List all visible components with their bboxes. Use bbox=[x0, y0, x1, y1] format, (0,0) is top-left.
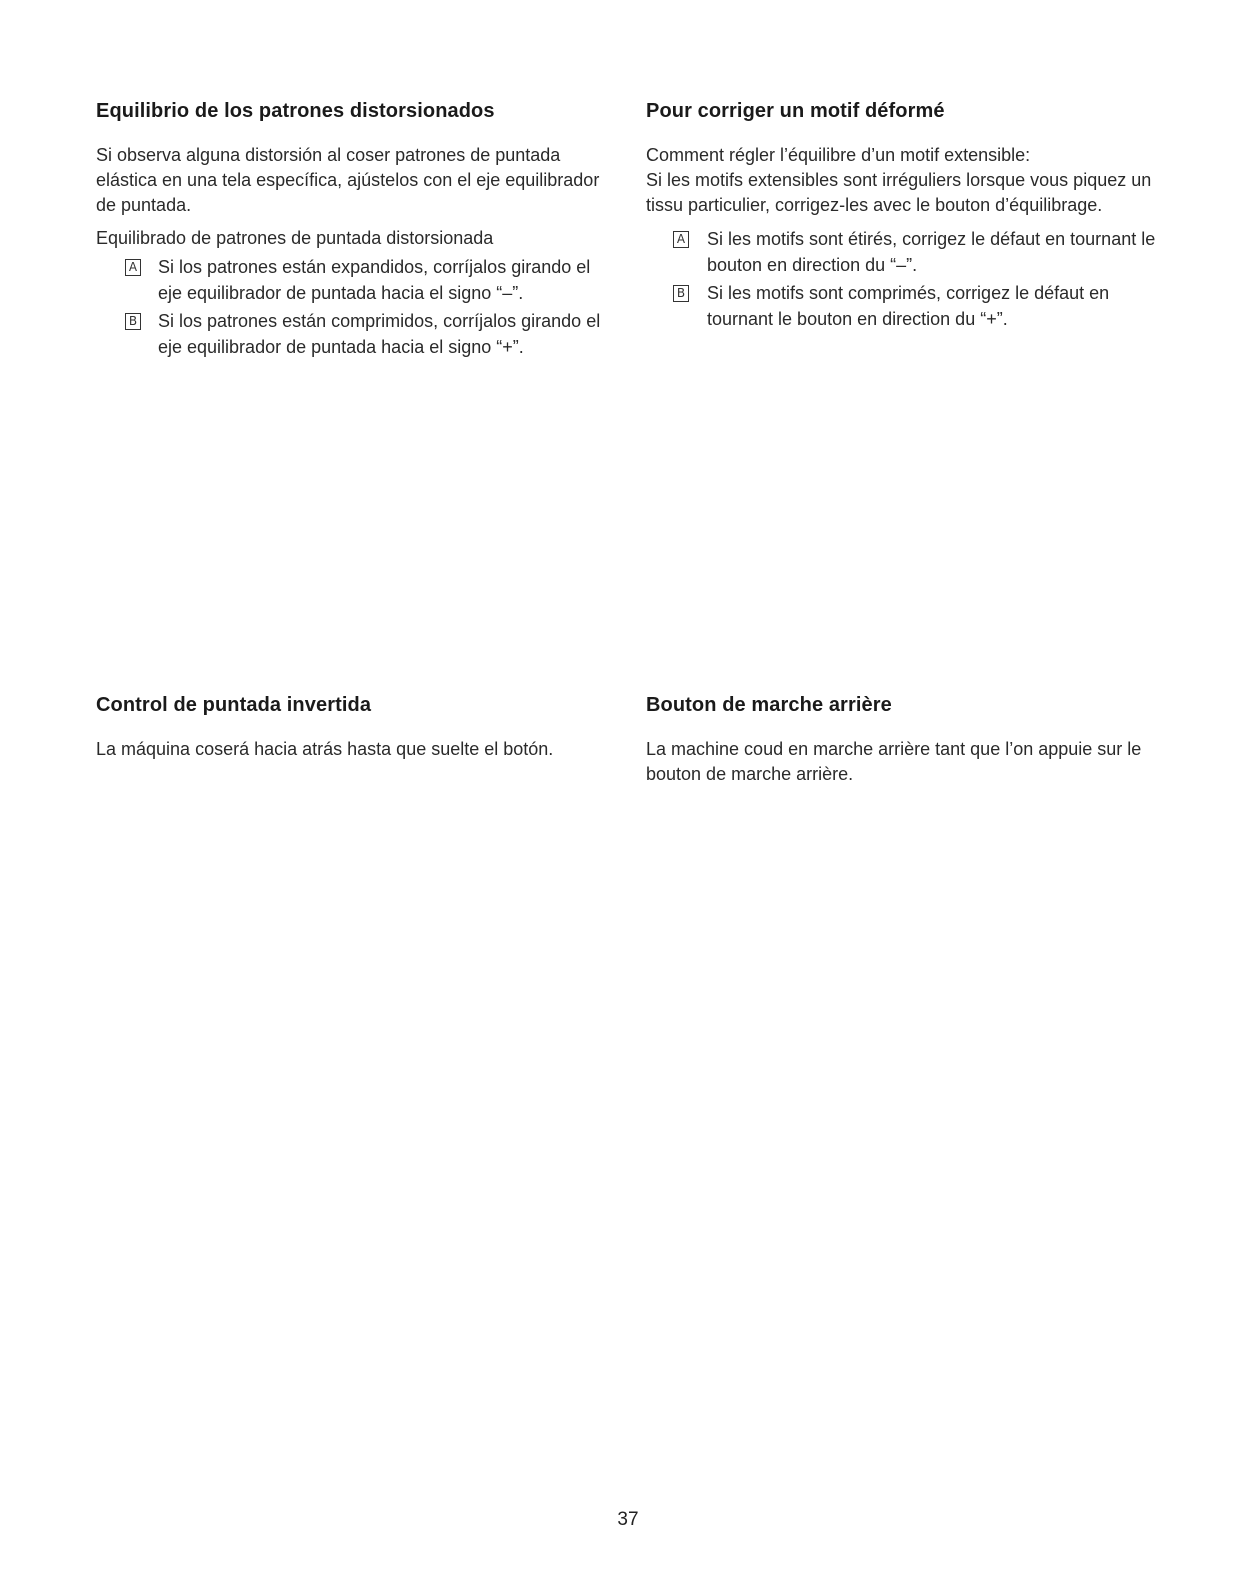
list-item-text: Si los patrones están expandidos, corríjalos girando el eje equilibrador de puntada hacia el signo “–”. bbox=[158, 257, 591, 303]
spanish-balance-section bbox=[96, 100, 616, 363]
french-reverse-section bbox=[646, 694, 1176, 787]
spanish-reverse-section bbox=[96, 694, 616, 762]
french-reverse-heading: Bouton de marche arrière bbox=[646, 694, 892, 716]
french-reverse-text: La machine coud en marche arrière tant que l’on appuie sur le bouton de marche arrière. bbox=[646, 739, 1142, 784]
spanish-reverse-heading: Control de puntada invertida bbox=[96, 694, 372, 716]
french-balance-intro-line2: Si les motifs extensibles sont irréguliers lorsque vous piquez un tissu particulier, corrigez-les avec le bouton d’équilibrage. bbox=[646, 170, 1152, 215]
list-item-text: Si los patrones están comprimidos, corríjalos girando el eje equilibrador de puntada hacia el signo “+”. bbox=[158, 311, 601, 357]
list-item-text: Si les motifs sont comprimés, corrigez le défaut en tournant le bouton en direction du “+”. bbox=[707, 283, 1110, 329]
spanish-balance-intro: Si observa alguna distorsión al coser patrones de puntada elástica en una tela específica, ajústelos con el eje equilibrador de puntada. bbox=[96, 145, 600, 215]
list-item-text: Si les motifs sont étirés, corrigez le défaut en tournant le bouton en direction du “–”. bbox=[707, 229, 1156, 275]
list-item bbox=[646, 227, 1176, 278]
french-balance-heading: Pour corriger un motif déformé bbox=[646, 100, 945, 122]
marker-b-icon: B bbox=[125, 313, 141, 330]
page-number: 37 bbox=[617, 1509, 639, 1530]
spanish-reverse-text: La máquina coserá hacia atrás hasta que suelte el botón. bbox=[96, 739, 554, 759]
spanish-balance-list bbox=[96, 255, 616, 360]
list-item bbox=[646, 281, 1176, 332]
list-item bbox=[96, 309, 616, 360]
french-balance-section bbox=[646, 100, 1176, 335]
french-balance-intro-line1: Comment régler l’équilibre d’un motif extensible: bbox=[646, 145, 1031, 165]
marker-a-icon: A bbox=[125, 259, 141, 276]
marker-b-icon: B bbox=[673, 285, 689, 302]
list-item bbox=[96, 255, 616, 306]
marker-a-icon: A bbox=[673, 231, 689, 248]
spanish-balance-subheading: Equilibrado de patrones de puntada distorsionada bbox=[96, 228, 494, 248]
french-balance-list bbox=[646, 227, 1176, 332]
spanish-balance-heading: Equilibrio de los patrones distorsionados bbox=[96, 100, 495, 122]
